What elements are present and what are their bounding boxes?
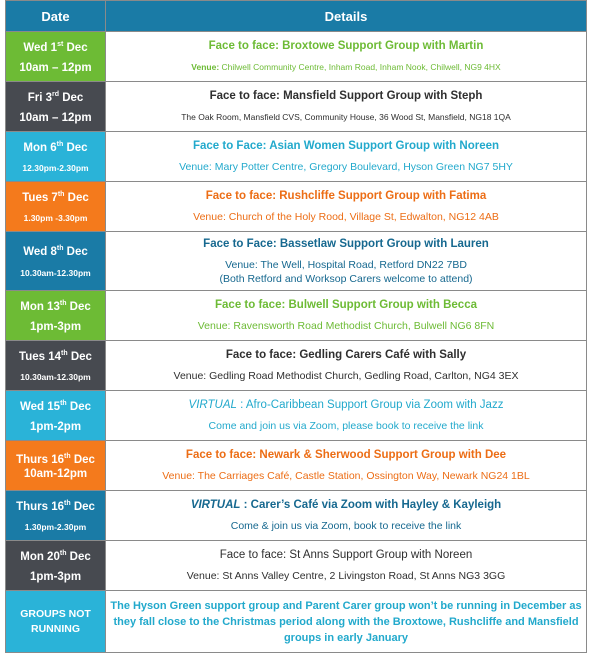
event-time: 10.30am-12.30pm <box>20 372 91 383</box>
details-cell <box>106 132 587 182</box>
event-title: Face to face: Mansfield Support Group with Steph <box>209 90 483 102</box>
details-cell <box>106 341 587 391</box>
event-venue: The Oak Room, Mansfield CVS, Community House, 36 Wood St, Mansfield, NG18 1QA <box>181 112 511 122</box>
event-day: Thurs 16th Dec <box>16 499 95 513</box>
date-cell <box>6 491 106 541</box>
details-cell <box>106 232 587 291</box>
event-title: VIRTUAL : Afro-Caribbean Support Group via Zoom with Jazz <box>188 399 504 411</box>
date-cell <box>6 82 106 132</box>
event-day: Wed 8th Dec <box>23 245 88 258</box>
date-cell <box>6 441 106 491</box>
event-time: 10am – 12pm <box>19 62 92 75</box>
table-row <box>6 441 587 491</box>
date-cell <box>6 341 106 391</box>
event-title: Face to face: Gedling Carers Café with Sally <box>225 349 467 361</box>
date-cell <box>6 132 106 182</box>
event-venue: Venue: The Well, Hospital Road, Retford DN22 7BD <box>225 258 467 271</box>
date-cell <box>6 291 106 341</box>
table-row <box>6 82 587 132</box>
event-title: Face to face: Broxtowe Support Group with Martin <box>208 40 484 52</box>
event-day: Thurs 16th Dec <box>16 452 95 466</box>
event-time: 1.30pm -3.30pm <box>23 213 88 224</box>
event-venue: Venue: St Anns Valley Centre, 2 Livingston Road, St Anns NG3 3GG <box>186 570 506 582</box>
event-time: 10am – 12pm <box>19 112 92 125</box>
event-time: 1pm-3pm <box>29 571 82 584</box>
date-cell <box>6 391 106 441</box>
table-row <box>6 291 587 341</box>
event-day: Fri 3rd Dec <box>27 90 84 104</box>
details-cell <box>106 32 587 82</box>
event-time: 12.30pm-2.30pm <box>22 163 89 174</box>
event-day: Mon 6th Dec <box>23 140 88 154</box>
details-cell <box>106 441 587 491</box>
notice-label-cell <box>6 591 106 653</box>
date-column-header: Date <box>6 1 106 32</box>
event-day: Mon 13th Dec <box>20 299 91 313</box>
event-title: Face to Face: Bassetlaw Support Group with Lauren <box>203 237 489 250</box>
date-cell <box>6 541 106 591</box>
event-title: Face to face: St Anns Support Group with Noreen <box>219 549 473 561</box>
schedule-table <box>5 0 587 653</box>
notice-label: GROUPS NOT RUNNING <box>20 607 91 635</box>
date-cell <box>6 32 106 82</box>
table-row <box>6 182 587 232</box>
event-title: Face to face: Bulwell Support Group with Becca <box>215 299 477 311</box>
event-venue: Venue: Mary Potter Centre, Gregory Boulevard, Hyson Green NG7 5HY <box>179 161 513 173</box>
details-cell <box>106 491 587 541</box>
event-venue: Venue: Chilwell Community Centre, Inham Road, Inham Nook, Chilwell, NG9 4HX <box>191 62 501 72</box>
notice-row <box>6 591 587 653</box>
table-row <box>6 341 587 391</box>
header-row <box>6 1 587 32</box>
event-title: Face to face: Rushcliffe Support Group with Fatima <box>205 190 487 202</box>
event-time: 10am-12pm <box>23 468 88 481</box>
notice-text: The Hyson Green support group and Parent Carer group won’t be running in December as they fall close to the Christmas period along with the Broxtowe, Rushcliffe and Mansfield groups in early January <box>110 599 582 644</box>
event-title: Face to face: Newark & Sherwood Support Group with Dee <box>185 449 507 461</box>
event-time: 1.30pm-2.30pm <box>24 522 87 533</box>
event-day: Tues 7th Dec <box>22 190 89 204</box>
date-cell <box>6 182 106 232</box>
event-day: Tues 14th Dec <box>19 349 92 363</box>
event-venue: Come & join us via Zoom, book to receive the link <box>230 520 462 532</box>
event-time: 1pm-3pm <box>29 321 82 334</box>
event-venue: Come and join us via Zoom, please book to receive the link <box>208 420 484 432</box>
event-time: 10.30am-12.30pm <box>20 267 91 278</box>
event-title: Face to Face: Asian Women Support Group with Noreen <box>192 140 500 152</box>
event-day: Wed 1st Dec <box>23 40 88 54</box>
date-cell <box>6 232 106 291</box>
table-row <box>6 32 587 82</box>
event-day: Mon 20th Dec <box>20 549 91 563</box>
event-venue-note: (Both Retford and Worksop Carers welcome to attend) <box>219 272 473 285</box>
event-time: 1pm-2pm <box>29 421 82 434</box>
table-row <box>6 391 587 441</box>
details-cell <box>106 391 587 441</box>
details-cell <box>106 182 587 232</box>
event-venue: Venue: The Carriages Café, Castle Station, Ossington Way, Newark NG24 1BL <box>162 470 530 482</box>
details-cell <box>106 82 587 132</box>
event-venue: Venue: Church of the Holy Rood, Village St, Edwalton, NG12 4AB <box>193 211 499 223</box>
details-cell <box>106 541 587 591</box>
event-day: Wed 15th Dec <box>20 399 91 413</box>
table-row <box>6 232 587 291</box>
table-row <box>6 541 587 591</box>
notice-cell <box>106 591 587 653</box>
event-venue: Venue: Ravensworth Road Methodist Church, Bulwell NG6 8FN <box>197 320 495 332</box>
details-column-header: Details <box>106 1 587 32</box>
event-title: VIRTUAL : Carer’s Café via Zoom with Hayley & Kayleigh <box>190 499 502 511</box>
table-row <box>6 132 587 182</box>
event-venue: Venue: Gedling Road Methodist Church, Gedling Road, Carlton, NG4 3EX <box>173 370 519 382</box>
table-row <box>6 491 587 541</box>
details-cell <box>106 291 587 341</box>
